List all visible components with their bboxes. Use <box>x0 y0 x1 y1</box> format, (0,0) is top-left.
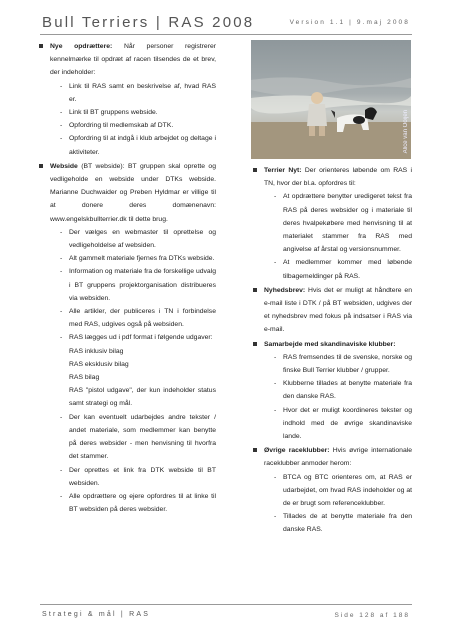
footer-divider <box>40 604 412 605</box>
page-number: Side 128 af 188 <box>334 612 410 619</box>
bullet-icon <box>253 342 257 346</box>
list-item: - Alle opdrættere og ejere opfordres til at linke til BT websiden på deres websider. <box>60 492 216 514</box>
left-column <box>38 40 216 517</box>
list-item: - Alt gammelt materiale fjernes fra DTKs webside. <box>60 255 215 263</box>
bullet-icon <box>39 164 43 168</box>
bullet-icon <box>253 168 257 172</box>
bullet-icon <box>39 44 43 48</box>
section-text: Hvis det er muligt at håndtere en e-mail liste i DTK / på BT websiden, udgives der et nyhedsbrev med fokus på indsatser i RAS via e-mail. <box>264 286 412 334</box>
list-item: - Alle artikler, der publiceres i TN i forbindelse med RAS, udgives også på websiden. <box>60 308 216 329</box>
list-item: - BTCA og BTC orienteres om, at RAS er udarbejdet, om hvad RAS indeholder og at de er brugt som referenceklubber. <box>274 473 412 508</box>
section-heading: Terrier Nyt: <box>264 167 302 174</box>
sub-item: RAS "pistol udgave", der kun indeholder status samt strategi og mål. <box>69 387 216 408</box>
list-item: - Opfordring til at indgå i klub arbejdet og deltage i aktiviteter. <box>60 135 216 156</box>
list-item: - RAS lægges ud i pdf format i følgende udgaver: <box>60 334 213 342</box>
header-version: Version 1.1 | 9.maj 2008 <box>289 19 410 26</box>
section-new-breeders <box>38 40 216 159</box>
section-heading: Webside <box>50 162 78 170</box>
section-heading: Nye opdrættere: <box>50 43 113 50</box>
header-divider <box>40 34 412 35</box>
list-item: - At medlemmer kommer med løbende tilbagemeldinger på RAS. <box>274 259 412 280</box>
list-item: - Link til RAS samt en beskrivelse af, hvad RAS er. <box>60 82 216 103</box>
beach-photo <box>251 40 411 159</box>
beach-photo-image <box>251 40 411 159</box>
bullet-icon <box>253 288 257 292</box>
section-text: Hvis øvrige internationale raceklubber anmoder herom: <box>264 447 413 468</box>
list-item: - Der vælges en webmaster til oprettelse og vedligeholdelse af websiden. <box>60 228 216 250</box>
section-website <box>38 160 216 516</box>
list-item: - RAS fremsendes til de svenske, norske og finske Bull Terrier klubber / grupper. <box>274 353 412 375</box>
list-item: - Tillades de at benytte materiale fra den danske RAS. <box>274 513 412 534</box>
section-heading: Øvrige raceklubber: <box>264 447 330 455</box>
section-terrier-nyt <box>252 164 412 283</box>
section-text: (BT webside): BT gruppen skal oprette og vedligeholde en webside under DTKs webside. Marianne Duchwaider og Preben Hyldmar er villige til at donere deres domænenavn: www.engelskbullterrier.dk til dette brug. <box>50 162 216 223</box>
right-column <box>252 164 412 538</box>
footer-title: Strategi & mål | RAS <box>42 611 151 618</box>
sub-item: RAS bilag <box>69 374 100 382</box>
section-newsletter <box>252 284 412 337</box>
section-heading: Nyhedsbrev: <box>264 286 306 294</box>
list-item: - Opfordring til medlemskab af DTK. <box>60 122 174 130</box>
list-item: - Der oprettes et link fra DTK webside til BT websiden. <box>60 466 216 487</box>
list-item: - Der kan eventuelt udarbejdes andre tekster / andet materiale, som medlemmer kan benytte på deres websider - men henvisning til hvorfra det stammer. <box>60 413 216 461</box>
section-scandinavian-clubs <box>252 338 412 444</box>
section-text: Der orienteres løbende om RAS i TN, hvor der bl.a. opfordres til: <box>264 167 412 188</box>
photo-credit: Alice van Ooijen <box>403 109 409 153</box>
list-item: - Klubberne tillades at benytte materiale fra den danske RAS. <box>274 380 412 401</box>
section-text: Når personer registrerer kennelmærke til opdræt af racen tilsendes de et brev, der indeholder: <box>50 43 217 77</box>
list-item: - Link til BT gruppens webside. <box>60 109 158 117</box>
section-heading: Samarbejde med skandinaviske klubber: <box>264 340 396 348</box>
sub-item: RAS eksklusiv bilag <box>69 360 129 368</box>
sub-item: RAS inklusiv bilag <box>69 347 124 355</box>
header-title: Bull Terriers | RAS 2008 <box>42 14 255 31</box>
section-other-clubs <box>252 444 412 536</box>
list-item: - Hvor det er muligt koordineres tekster og indhold med de øvrige skandinaviske lande. <box>274 406 412 441</box>
list-item: - At opdrættere benytter uredigeret tekst fra RAS på deres websider og i materiale til deres hvalpekøbere med henvisning til at materialet stammer fra RAS med angivelse af årstal og versionsnummer. <box>274 193 412 254</box>
bullet-icon <box>253 448 257 452</box>
list-item: - Information og materiale fra de forskellige udvalg i BT gruppens projektorganisation distribueres via websiden. <box>60 268 216 302</box>
